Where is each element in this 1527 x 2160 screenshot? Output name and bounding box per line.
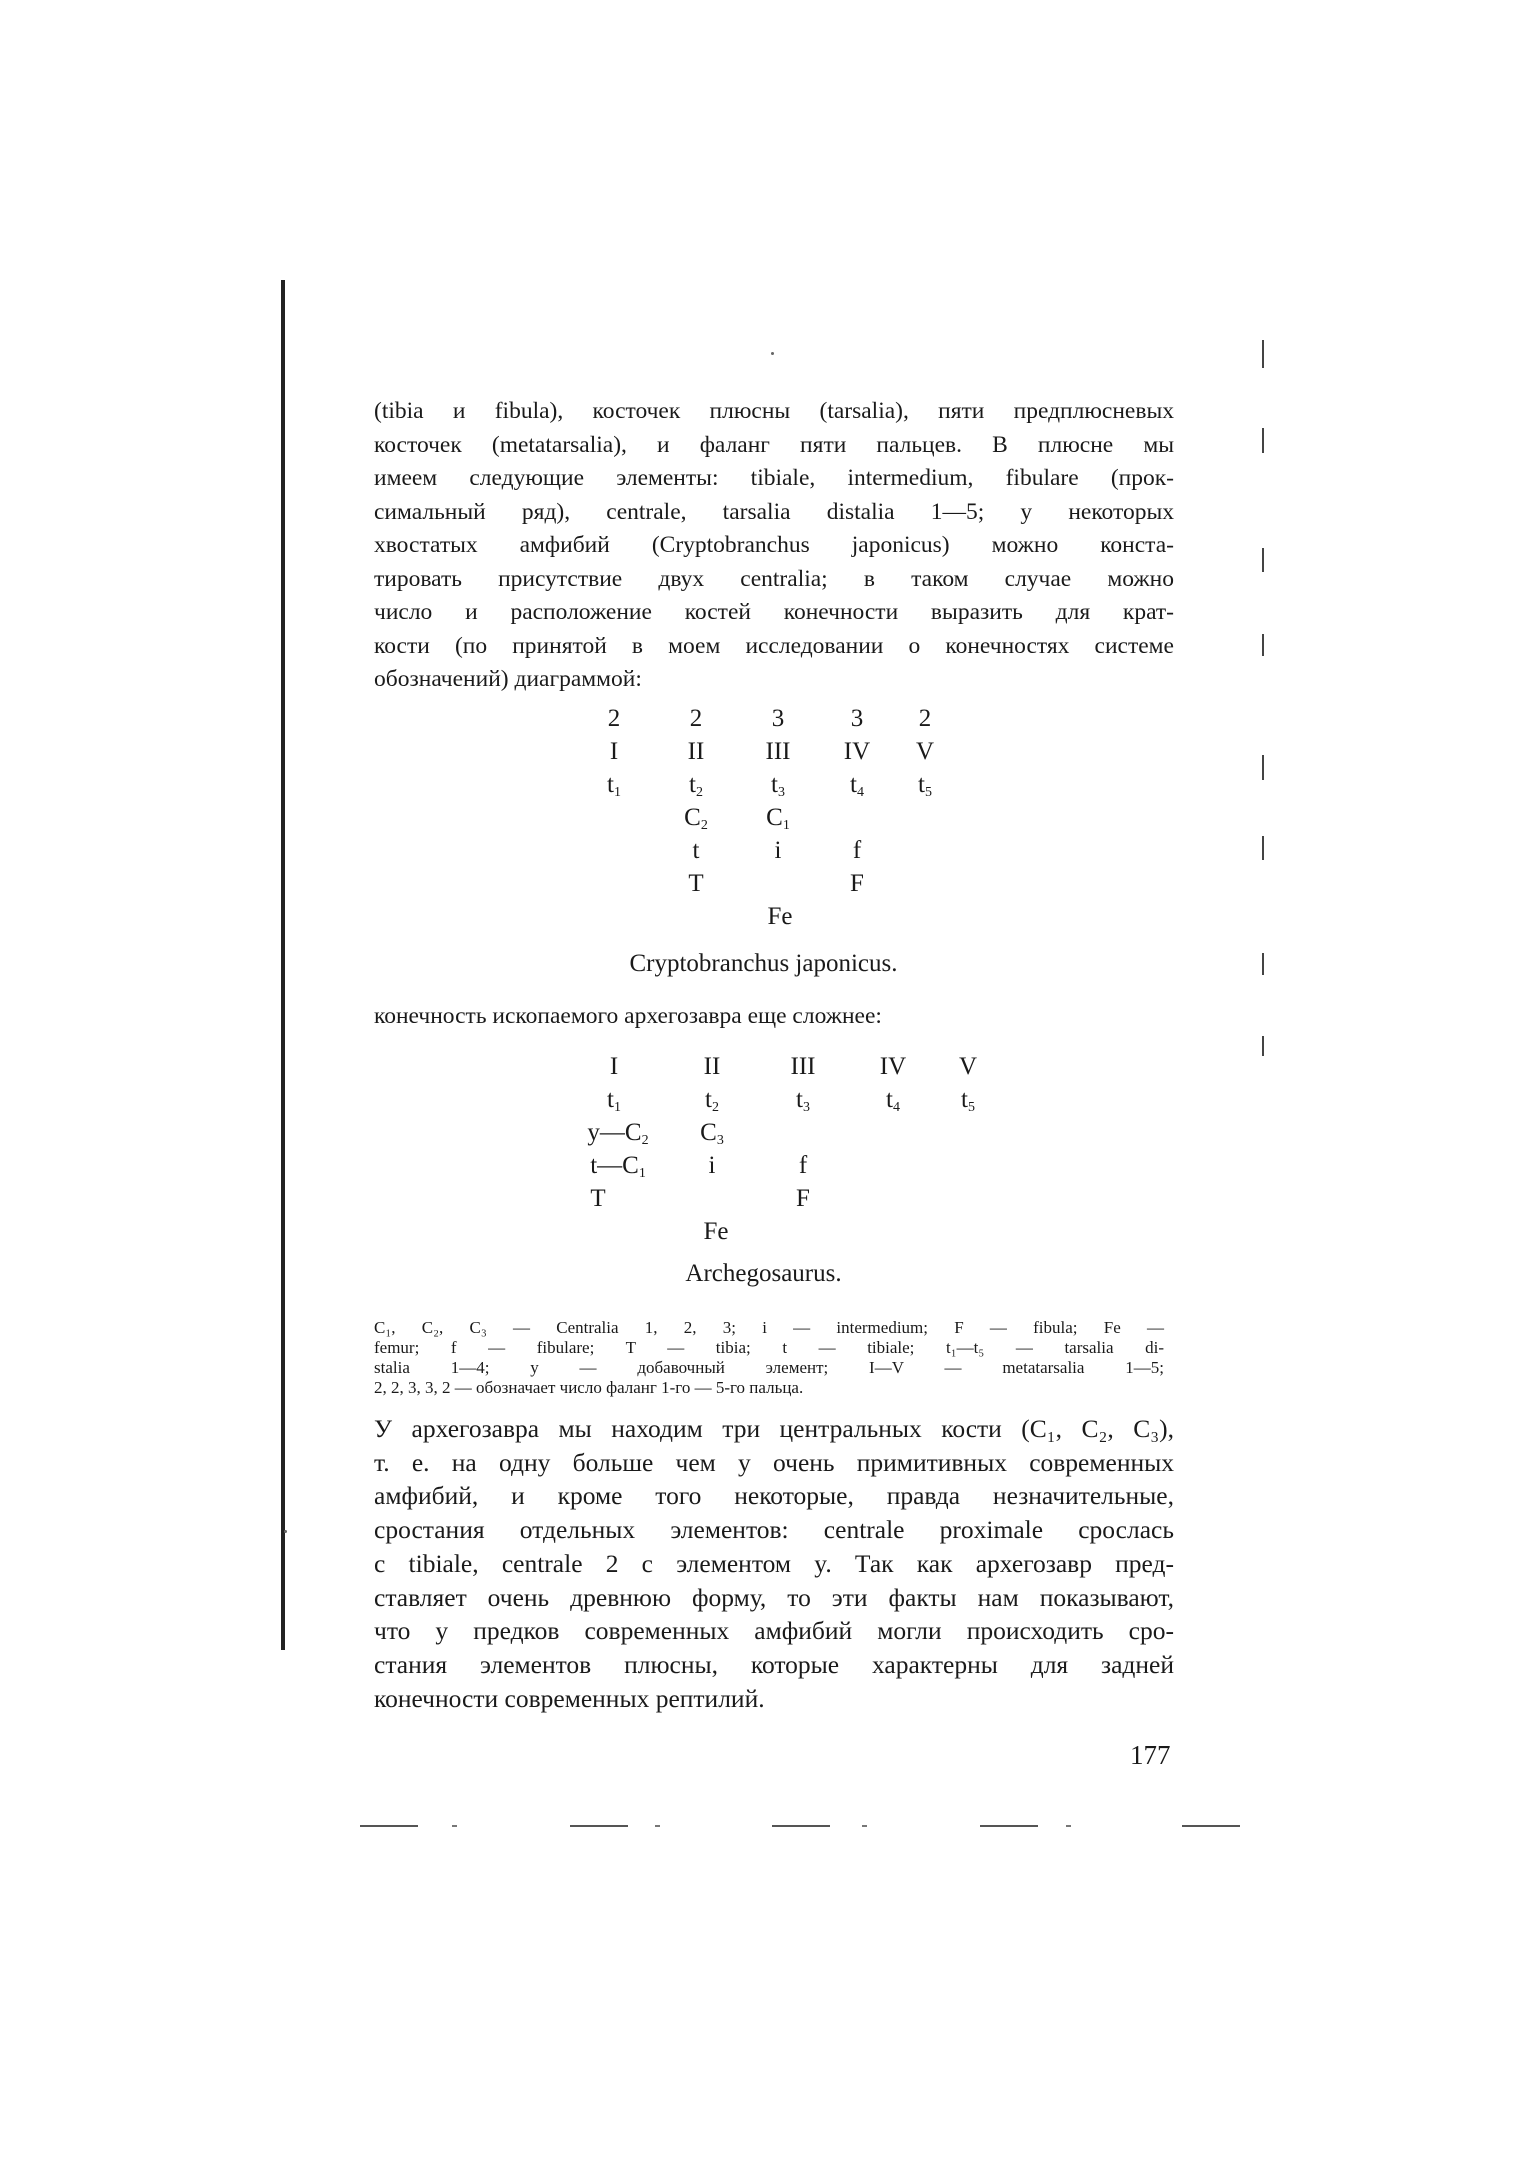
fibula: F — [850, 870, 864, 897]
tarsale: $t_2$ — [705, 1086, 719, 1115]
scan-dash — [772, 1825, 830, 1827]
tarsale: $t_3$ — [771, 771, 785, 800]
scan-dash — [1182, 1825, 1240, 1827]
scan-mark — [1262, 634, 1264, 656]
tibia: T — [590, 1185, 606, 1212]
text-line: стания элементов плюсны, которые характерны для задней — [374, 1649, 1174, 1679]
centrale: $C_2$ — [684, 804, 708, 833]
text-line: имеем следующие элементы: tibiale, intermedium, fibulare (прок- — [374, 465, 1174, 491]
phalanx-count: 2 — [918, 705, 932, 732]
text-line: 2, 2, 3, 3, 2 — обозначает число фаланг 1-го — 5-го пальца. — [374, 1378, 804, 1397]
phalanx-count: 2 — [607, 705, 621, 732]
centrale: $C_1$ — [766, 804, 790, 833]
text-line: т. е. на одну больше чем у очень примитивных современных — [374, 1447, 1174, 1477]
femur: Fe — [703, 1218, 729, 1245]
page-number: 177 — [1130, 1740, 1171, 1770]
text-line: конечность ископаемого архегозавра еще сложнее: — [374, 1003, 882, 1029]
text-line: число и расположение костей конечности выразить для крат- — [374, 599, 1174, 625]
tibiale-centrale-1: $t—C_1$ — [590, 1152, 646, 1181]
diagram-caption: Archegosaurus. — [685, 1260, 842, 1287]
text-line: stalia 1—4; y — добавочный элемент; I—V — metatarsalia 1—5; — [374, 1358, 1164, 1377]
tibia: T — [688, 870, 704, 897]
text-line: конечности современных рептилий. — [374, 1683, 765, 1713]
phalanx-count: 3 — [850, 705, 864, 732]
scan-dash — [862, 1825, 867, 1827]
text-line: с tibiale, centrale 2 с элементом y. Так как архегозавр пред- — [374, 1548, 1174, 1578]
digit-label: V — [958, 1053, 978, 1080]
digit-label: III — [765, 738, 791, 765]
text-line: хвостатых амфибий (Cryptobranchus japonicus) можно конста- — [374, 532, 1174, 558]
scan-mark — [1262, 755, 1264, 780]
scan-dash — [570, 1825, 628, 1827]
scan-mark — [1262, 428, 1264, 453]
digit-label: II — [703, 1053, 721, 1080]
text-line: сростания отдельных элементов: centrale proximale срослась — [374, 1515, 1174, 1545]
text-line: femur; f — fibulare; T — tibia; t — tibiale; t₁—t₅ — tarsalia di- — [374, 1338, 1164, 1357]
scan-dash — [360, 1825, 418, 1827]
tarsale: $t_5$ — [918, 771, 932, 800]
digit-label: III — [790, 1053, 816, 1080]
text-line: амфибий, и кроме того некоторые, правда незначительные, — [374, 1481, 1174, 1511]
diagram-caption: Cryptobranchus japonicus. — [629, 950, 898, 977]
text-line: C₁, C₂, C₃ — Centralia 1, 2, 3; i — intermedium; F — fibula; Fe — — [374, 1318, 1164, 1337]
femur: Fe — [767, 903, 793, 930]
tibiale: t — [692, 837, 700, 864]
scan-speck — [771, 352, 774, 355]
intermedium: i — [774, 837, 782, 864]
tarsale: $t_3$ — [796, 1086, 810, 1115]
text-line: что у предков современных амфибий могли происходить сро- — [374, 1616, 1174, 1646]
text-line: кости (по принятой в моем исследовании о конечностях системе — [374, 632, 1174, 659]
tarsale: $t_5$ — [961, 1086, 975, 1115]
text-line: У архегозавра мы находим три центральных кости (C₁, C₂, C₃), — [374, 1414, 1174, 1443]
fibulare: f — [852, 837, 862, 864]
scan-mark — [1262, 548, 1264, 572]
tarsale: $t_4$ — [850, 771, 864, 800]
intermedium: i — [708, 1152, 716, 1179]
digit-label: IV — [843, 738, 871, 765]
digit-label: I — [609, 1053, 619, 1080]
scan-speck — [284, 1530, 287, 1533]
phalanx-count: 2 — [689, 705, 703, 732]
middle-sentence — [374, 1000, 1174, 1034]
digit-label: IV — [879, 1053, 907, 1080]
text-line: косточек (metatarsalia), и фаланг пяти пальцев. В плюсне мы — [374, 431, 1174, 458]
conclusion-paragraph — [374, 1412, 1174, 1715]
text-line: ставляет очень древнюю форму, то эти факты нам показывают, — [374, 1582, 1174, 1612]
digit-label: V — [915, 738, 935, 765]
text-line: (tibia и fibula), косточек плюсны (tarsalia), пяти предплюсневых — [374, 398, 1174, 424]
scan-dash — [452, 1825, 457, 1827]
tarsale: $t_1$ — [607, 1086, 621, 1115]
intro-paragraph — [374, 395, 1174, 697]
scan-mark — [1262, 836, 1264, 860]
scan-dash — [655, 1825, 660, 1827]
fibula: F — [796, 1185, 810, 1212]
scan-mark — [1262, 340, 1264, 368]
text-line: тировать присутствие двух centralia; в таком случае можно — [374, 565, 1174, 592]
fibulare: f — [798, 1152, 808, 1179]
tarsale: $t_4$ — [886, 1086, 900, 1115]
text-line: обозначений) диаграммой: — [374, 666, 642, 692]
scan-dash — [980, 1825, 1038, 1827]
scan-mark — [1262, 1036, 1264, 1056]
centrale: $C_3$ — [700, 1119, 724, 1148]
scan-dash — [1066, 1825, 1071, 1827]
text-line: симальный ряд), centrale, tarsalia distalia 1—5; у некоторых — [374, 498, 1174, 525]
phalanx-count: 3 — [771, 705, 785, 732]
digit-label: I — [609, 738, 619, 765]
digit-label: II — [687, 738, 705, 765]
tarsale: $t_2$ — [689, 771, 703, 800]
tarsale: $t_1$ — [607, 771, 621, 800]
legend-footnote — [374, 1318, 1164, 1398]
element-y-centrale-2: $y—C_2$ — [587, 1119, 649, 1148]
